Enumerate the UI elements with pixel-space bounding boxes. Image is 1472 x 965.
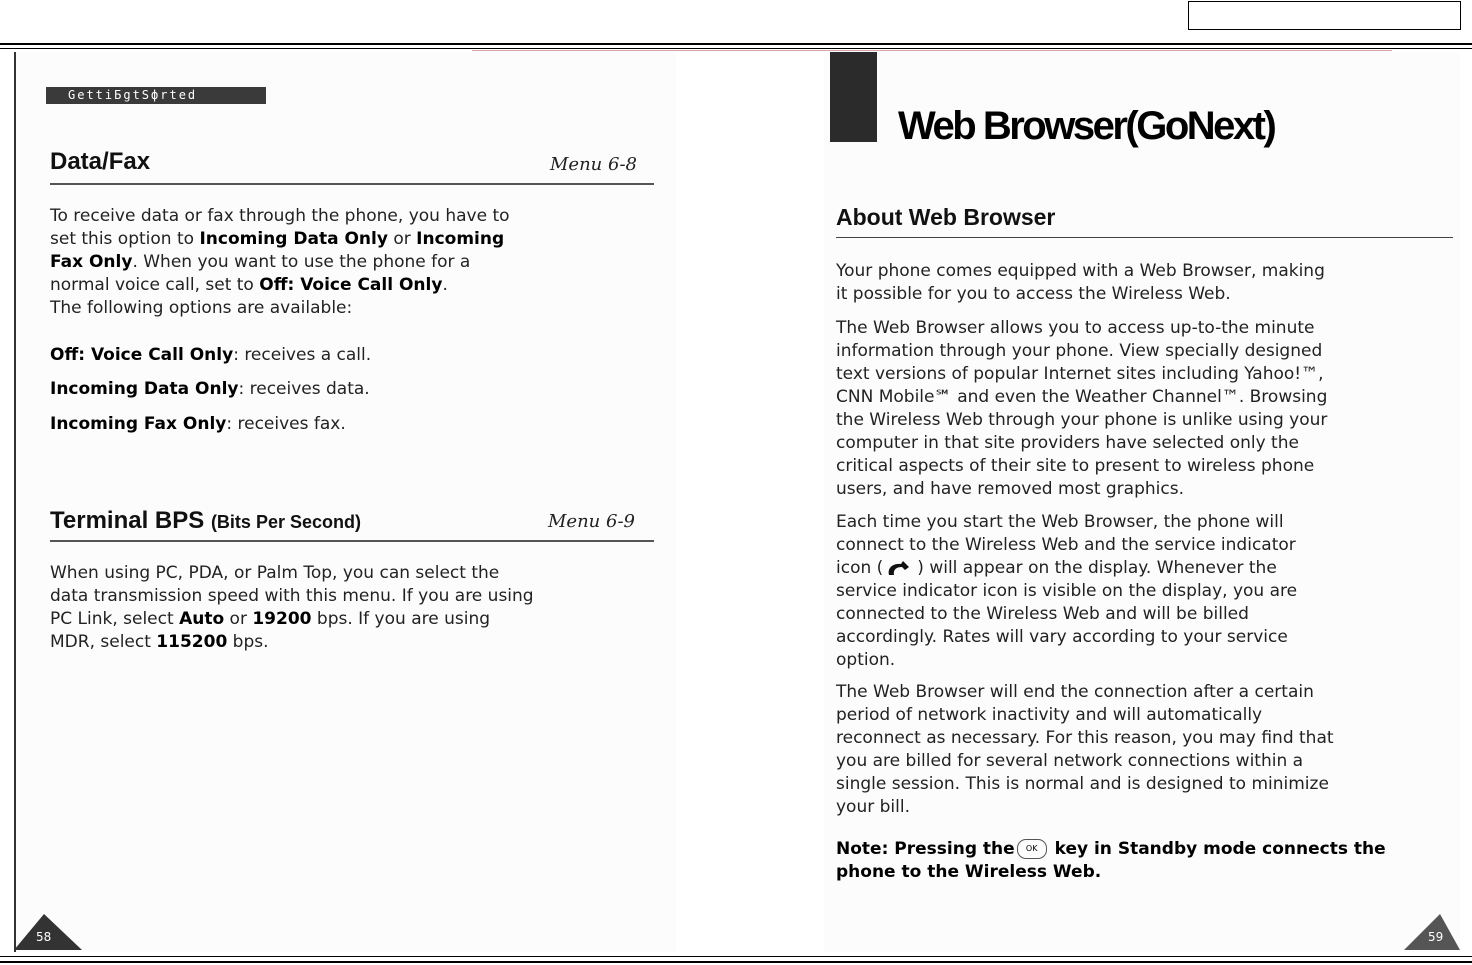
text-line: Your phone comes equipped with a Web Browser, making: [836, 261, 1325, 281]
text-line: critical aspects of their site to present to wireless phone: [836, 456, 1315, 476]
p1: [836, 260, 1456, 306]
text-line: users, and have removed most graphics.: [836, 479, 1184, 499]
datafax-rule: [50, 183, 654, 185]
text-line: accordingly. Rates will vary according to your service: [836, 627, 1288, 647]
text-line: you are billed for several network connections within a: [836, 751, 1304, 771]
text-line: connect to the Wireless Web and the service indicator: [836, 535, 1296, 555]
p3: [836, 511, 1456, 672]
note-label: Note:: [836, 839, 889, 859]
bps-title: Terminal BPS (Bits Per Second): [50, 507, 361, 534]
top-rule-thin: [0, 48, 1472, 49]
header-box: [1188, 1, 1461, 30]
text-line: The Web Browser will end the connection after a certain: [836, 682, 1314, 702]
scan-line: [472, 50, 1392, 51]
text-line: option.: [836, 650, 896, 670]
datafax-intro: [50, 205, 660, 320]
bottom-rule-thin: [0, 956, 1472, 957]
text-line: Note: Pressing the OK key in Standby mode connects the: [836, 839, 1386, 859]
option-data: Incoming Data Only: receives data.: [50, 379, 370, 399]
note: [836, 838, 1456, 884]
text-line: The following options are available:: [50, 298, 353, 318]
text-line: Each time you start the Web Browser, the phone will: [836, 512, 1284, 532]
text-line: When using PC, PDA, or Palm Top, you can select the: [50, 563, 500, 583]
left-page: [14, 52, 676, 952]
text-line: icon ( ) will appear on the display. Whenever the: [836, 558, 1277, 578]
bps-rule: [50, 540, 654, 542]
section-tag: GettiБgtSфrted: [46, 87, 266, 104]
bps-subtitle: (Bits Per Second): [210, 512, 361, 532]
text-line: period of network inactivity and will automatically: [836, 705, 1263, 725]
about-title: About Web Browser: [836, 204, 1056, 230]
chapter-bar: [830, 52, 877, 142]
text-line: service indicator icon is visible on the display, you are: [836, 581, 1298, 601]
about-rule: [836, 237, 1453, 238]
text-line: set this option to Incoming Data Only or Incoming: [50, 229, 505, 249]
text-line: information through your phone. View specially designed: [836, 341, 1323, 361]
text-line: To receive data or fax through the phone, you have to: [50, 206, 510, 226]
top-rule: [0, 43, 1472, 45]
option-fax: Incoming Fax Only: receives fax.: [50, 414, 346, 434]
option-voice: Off: Voice Call Only: receives a call.: [50, 345, 372, 365]
p2: [836, 317, 1456, 501]
text-line: normal voice call, set to Off: Voice Call Only.: [50, 275, 448, 295]
datafax-title: Data/Fax: [50, 148, 151, 175]
bottom-rule: [0, 961, 1472, 963]
page-number-right: 59: [1428, 930, 1444, 944]
text-line: the Wireless Web through your phone is unlike using your: [836, 410, 1328, 430]
bps-body: [50, 562, 660, 654]
bps-menu-ref: Menu 6-9: [548, 511, 635, 532]
page-number-left: 58: [36, 930, 52, 944]
ok-key-icon: OK: [1017, 839, 1047, 859]
text-line: PC Link, select Auto or 19200 bps. If you are using: [50, 609, 491, 629]
text-line: The Web Browser allows you to access up-to-the minute: [836, 318, 1315, 338]
text-line: reconnect as necessary. For this reason, you may find that: [836, 728, 1334, 748]
text-line: computer in that site providers have selected only the: [836, 433, 1299, 453]
text-line: it possible for you to access the Wireless Web.: [836, 284, 1231, 304]
datafax-menu-ref: Menu 6-8: [550, 154, 637, 175]
text-line: MDR, select 115200 bps.: [50, 632, 269, 652]
text-line: data transmission speed with this menu. If you are using: [50, 586, 534, 606]
p4: [836, 681, 1456, 819]
service-indicator-icon: [883, 558, 917, 578]
text-line: CNN Mobile℠ and even the Weather Channel™. Browsing: [836, 387, 1328, 407]
text-line: single session. This is normal and is designed to minimize: [836, 774, 1329, 794]
text-line: Fax Only. When you want to use the phone for a: [50, 252, 471, 272]
text-line: connected to the Wireless Web and will be billed: [836, 604, 1249, 624]
text-line: text versions of popular Internet sites including Yahoo!™,: [836, 364, 1324, 384]
chapter-title: Web Browser(GoNext): [898, 104, 1275, 148]
text-line: phone to the Wireless Web.: [836, 862, 1102, 882]
text-line: your bill.: [836, 797, 910, 817]
